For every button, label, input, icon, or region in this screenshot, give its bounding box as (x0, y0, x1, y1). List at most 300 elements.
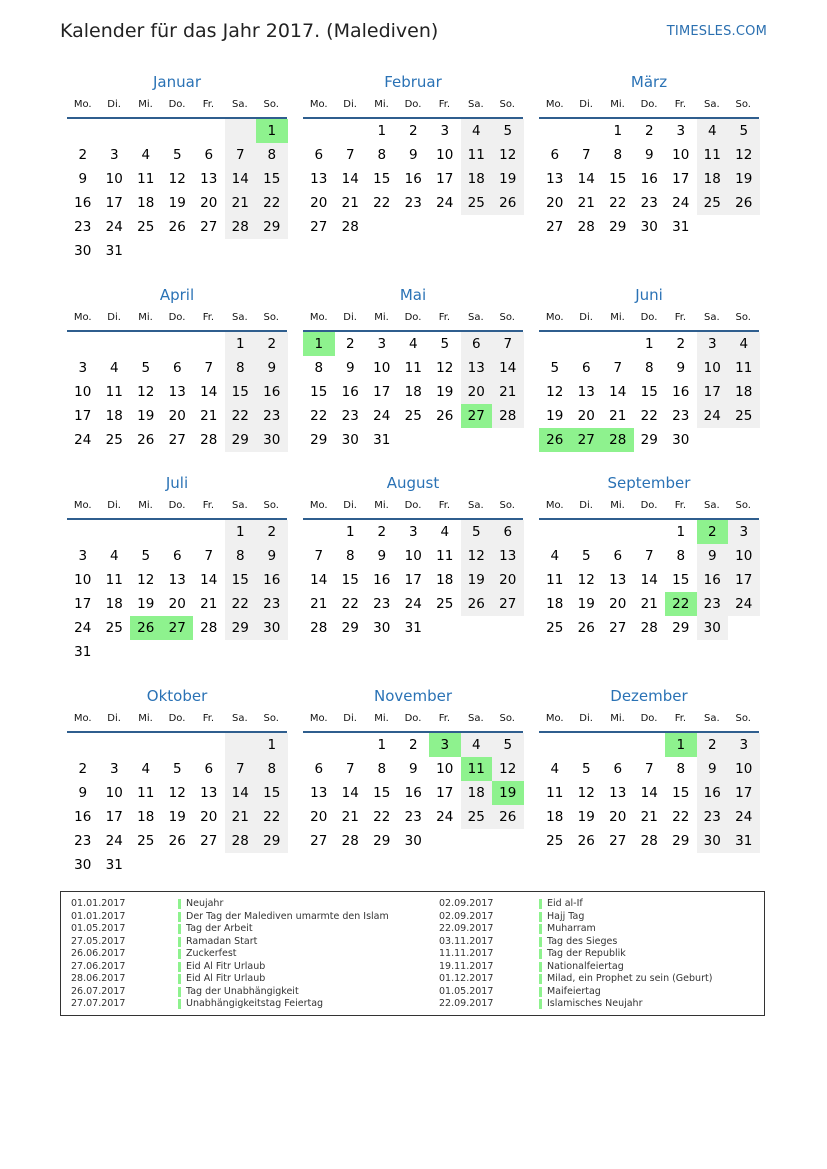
empty-cell (99, 520, 131, 544)
day-cell: 19 (436, 384, 454, 400)
day-cell: 9 (697, 757, 729, 781)
day-cell: 7 (581, 147, 591, 163)
day-cell: 2 (256, 520, 288, 544)
day-cell: 27 (200, 833, 218, 849)
day-grid (303, 332, 523, 452)
day-cell: 15 (609, 171, 627, 187)
day-grid (539, 332, 759, 452)
day-cell: 11 (436, 548, 454, 564)
weekday-label: Do. (168, 99, 186, 110)
day-cell: 5 (581, 761, 591, 777)
day-cell: 16 (404, 171, 422, 187)
day-cell: 3 (728, 520, 760, 544)
day-cell: 28 (225, 829, 257, 853)
weekday-label: Di. (343, 500, 357, 511)
day-cell: 18 (137, 195, 155, 211)
day-cell: 2 (697, 733, 729, 757)
day-cell: 2 (78, 147, 88, 163)
day-cell: 4 (440, 524, 450, 540)
weekday-label: Mi. (374, 99, 389, 110)
day-cell: 22 (310, 408, 328, 424)
day-cell: 5 (492, 119, 524, 143)
legend-holiday-name: Muharram (547, 923, 596, 934)
weekday-label: So. (499, 500, 515, 511)
day-cell: 30 (74, 857, 92, 873)
day-cell: 27 (200, 219, 218, 235)
day-cell: 10 (404, 548, 422, 564)
day-cell: 6 (204, 761, 214, 777)
legend-date: 22.09.2017 (439, 998, 494, 1009)
day-cell: 21 (341, 809, 359, 825)
legend-holiday-name: Der Tag der Malediven umarmte den Islam (186, 910, 389, 922)
holiday-day-cell: 11 (461, 757, 493, 781)
day-cell: 25 (546, 833, 564, 849)
day-cell: 22 (640, 408, 658, 424)
day-cell: 14 (492, 356, 524, 380)
day-cell: 23 (404, 195, 422, 211)
day-cell: 3 (728, 733, 760, 757)
site-link[interactable]: TIMESLES.COM (666, 24, 767, 39)
weekday-label: Di. (579, 312, 593, 323)
day-cell: 24 (74, 432, 92, 448)
weekday-label: Do. (640, 500, 658, 511)
holiday-marker (178, 899, 181, 909)
day-cell: 23 (672, 408, 690, 424)
empty-cell (335, 119, 367, 143)
weekday-header (539, 711, 759, 731)
holiday-marker (539, 912, 542, 922)
day-cell: 19 (577, 596, 595, 612)
empty-cell (602, 332, 634, 356)
day-grid (303, 733, 523, 853)
day-cell: 10 (105, 171, 123, 187)
day-cell: 8 (613, 147, 623, 163)
legend-date: 26.07.2017 (71, 985, 126, 997)
day-cell: 25 (105, 620, 123, 636)
weekday-label: Sa. (703, 500, 720, 511)
empty-cell (67, 332, 99, 356)
empty-cell (162, 119, 194, 143)
day-cell: 20 (546, 195, 564, 211)
legend-date: 01.01.2017 (71, 898, 126, 909)
day-cell: 19 (168, 809, 186, 825)
weekday-label: Do. (168, 312, 186, 323)
legend-holiday-name: Tag der Unabhängigkeit (186, 985, 299, 997)
day-grid (303, 119, 523, 239)
day-cell: 17 (105, 195, 123, 211)
day-cell: 5 (172, 761, 182, 777)
day-cell: 14 (341, 785, 359, 801)
weekday-label: Mi. (610, 713, 625, 724)
weekday-label: Mo. (545, 99, 564, 110)
day-cell: 30 (341, 432, 359, 448)
day-cell: 21 (640, 596, 658, 612)
day-cell: 20 (310, 195, 328, 211)
weekday-label: Fr. (202, 713, 215, 724)
weekday-label: Mi. (374, 713, 389, 724)
day-cell: 8 (225, 356, 257, 380)
day-cell: 3 (676, 123, 686, 139)
holiday-day-cell: 1 (665, 733, 697, 757)
day-cell: 24 (373, 408, 391, 424)
day-cell: 17 (373, 384, 391, 400)
day-cell: 18 (461, 781, 493, 805)
day-cell: 1 (225, 332, 257, 356)
holiday-day-cell: 27 (461, 404, 493, 428)
weekday-label: Fr. (674, 99, 687, 110)
holiday-marker (178, 912, 181, 922)
day-cell: 9 (345, 360, 355, 376)
holiday-legend (60, 891, 765, 1016)
day-cell: 16 (640, 171, 658, 187)
holiday-day-cell: 2 (697, 520, 729, 544)
weekday-label: Mi. (610, 500, 625, 511)
day-cell: 10 (74, 572, 92, 588)
day-cell: 16 (256, 380, 288, 404)
legend-date: 03.11.2017 (439, 935, 494, 947)
holiday-marker (178, 937, 181, 947)
weekday-label: Do. (404, 500, 422, 511)
weekday-label: Mi. (138, 99, 153, 110)
day-cell: 16 (256, 568, 288, 592)
holiday-day-cell: 1 (256, 119, 288, 143)
day-cell: 20 (168, 408, 186, 424)
empty-cell (225, 733, 257, 757)
month-block (539, 473, 759, 640)
day-cell: 10 (373, 360, 391, 376)
day-cell: 28 (200, 432, 218, 448)
day-cell: 29 (640, 432, 658, 448)
day-cell: 7 (225, 757, 257, 781)
day-cell: 18 (137, 809, 155, 825)
day-cell: 5 (440, 336, 450, 352)
weekday-label: Sa. (703, 312, 720, 323)
holiday-marker (539, 987, 542, 997)
day-cell: 30 (256, 428, 288, 452)
day-cell: 20 (200, 195, 218, 211)
day-cell: 18 (105, 408, 123, 424)
day-cell: 17 (697, 380, 729, 404)
weekday-label: Mo. (545, 713, 564, 724)
holiday-day-cell: 27 (571, 428, 603, 452)
holiday-day-cell: 26 (130, 616, 162, 640)
day-cell: 9 (697, 544, 729, 568)
weekday-label: Sa. (231, 99, 248, 110)
legend-date: 01.05.2017 (71, 923, 126, 934)
day-cell: 16 (74, 809, 92, 825)
legend-holiday-name: Tag der Republik (547, 948, 626, 959)
day-cell: 22 (373, 195, 391, 211)
day-cell: 31 (728, 829, 760, 853)
day-cell: 10 (436, 761, 454, 777)
day-cell: 10 (728, 757, 760, 781)
day-cell: 9 (78, 171, 88, 187)
day-cell: 17 (404, 572, 422, 588)
day-cell: 21 (225, 805, 257, 829)
day-cell: 3 (78, 360, 88, 376)
empty-cell (99, 733, 131, 757)
day-cell: 26 (168, 219, 186, 235)
empty-cell (193, 733, 225, 757)
month-block (67, 686, 287, 877)
day-cell: 27 (546, 219, 564, 235)
weekday-label: Mo. (73, 312, 92, 323)
month-title: Oktober (146, 687, 208, 705)
day-cell: 3 (408, 524, 418, 540)
day-cell: 31 (404, 620, 422, 636)
day-grid (67, 733, 287, 877)
weekday-label: Do. (640, 312, 658, 323)
day-grid (539, 119, 759, 239)
day-cell: 15 (640, 384, 658, 400)
day-cell: 17 (74, 408, 92, 424)
day-cell: 22 (225, 592, 257, 616)
day-cell: 25 (697, 191, 729, 215)
day-cell: 30 (74, 243, 92, 259)
holiday-marker (539, 924, 542, 934)
month-title: März (630, 73, 668, 91)
empty-cell (99, 332, 131, 356)
day-cell: 28 (492, 404, 524, 428)
day-cell: 4 (697, 119, 729, 143)
empty-cell (67, 520, 99, 544)
day-cell: 20 (461, 380, 493, 404)
day-cell: 1 (225, 520, 257, 544)
day-cell: 20 (492, 568, 524, 592)
weekday-label: Mo. (545, 500, 564, 511)
day-cell: 20 (577, 408, 595, 424)
day-cell: 19 (577, 809, 595, 825)
day-cell: 18 (697, 167, 729, 191)
weekday-label: Di. (107, 500, 121, 511)
legend-holiday-name: Unabhängigkeitstag Feiertag (186, 998, 324, 1009)
day-cell: 10 (105, 785, 123, 801)
legend-date: 27.05.2017 (71, 935, 126, 947)
day-cell: 24 (404, 596, 422, 612)
day-cell: 14 (640, 572, 658, 588)
day-cell: 5 (581, 548, 591, 564)
day-cell: 11 (137, 785, 155, 801)
day-cell: 15 (672, 785, 690, 801)
holiday-marker (539, 937, 542, 947)
weekday-label: Sa. (467, 99, 484, 110)
weekday-header (539, 498, 759, 518)
month-block (303, 285, 523, 452)
day-cell: 8 (377, 147, 387, 163)
empty-cell (162, 733, 194, 757)
weekday-label: Fr. (674, 312, 687, 323)
weekday-label: Do. (404, 713, 422, 724)
day-grid (67, 332, 287, 452)
day-cell: 21 (200, 596, 218, 612)
day-cell: 31 (672, 219, 690, 235)
weekday-label: Di. (343, 713, 357, 724)
legend-holiday-name: Neujahr (186, 898, 224, 909)
legend-date: 01.12.2017 (439, 973, 494, 984)
weekday-label: Mo. (545, 312, 564, 323)
day-cell: 18 (546, 809, 564, 825)
day-cell: 23 (373, 596, 391, 612)
legend-date: 02.09.2017 (439, 910, 494, 922)
day-grid (539, 520, 759, 640)
day-cell: 31 (373, 432, 391, 448)
month-block (539, 686, 759, 853)
day-cell: 29 (672, 833, 690, 849)
day-cell: 12 (492, 757, 524, 781)
day-grid (67, 119, 287, 263)
day-cell: 21 (341, 195, 359, 211)
day-cell: 21 (200, 408, 218, 424)
day-cell: 26 (168, 833, 186, 849)
month-block (303, 473, 523, 640)
day-cell: 26 (436, 408, 454, 424)
day-cell: 26 (461, 592, 493, 616)
holiday-marker (178, 924, 181, 934)
day-cell: 15 (225, 568, 257, 592)
day-cell: 11 (697, 143, 729, 167)
day-cell: 24 (672, 195, 690, 211)
day-cell: 4 (109, 548, 119, 564)
weekday-header (303, 498, 523, 518)
day-cell: 6 (461, 332, 493, 356)
day-cell: 1 (676, 524, 686, 540)
day-cell: 14 (640, 785, 658, 801)
weekday-label: Di. (579, 713, 593, 724)
holiday-marker (539, 899, 542, 909)
weekday-label: Sa. (467, 312, 484, 323)
day-cell: 30 (404, 833, 422, 849)
day-cell: 27 (168, 432, 186, 448)
day-cell: 22 (225, 404, 257, 428)
day-cell: 11 (728, 356, 760, 380)
holiday-day-cell: 26 (539, 428, 571, 452)
month-block (539, 285, 759, 452)
day-cell: 15 (256, 781, 288, 805)
day-cell: 28 (341, 833, 359, 849)
day-cell: 30 (672, 432, 690, 448)
day-cell: 29 (256, 829, 288, 853)
day-cell: 22 (256, 805, 288, 829)
day-cell: 3 (109, 147, 119, 163)
day-cell: 14 (310, 572, 328, 588)
day-cell: 13 (609, 785, 627, 801)
legend-date: 22.09.2017 (439, 923, 494, 934)
weekday-label: So. (499, 713, 515, 724)
day-cell: 7 (492, 332, 524, 356)
month-title: Juni (635, 286, 663, 304)
legend-holiday-name: Hajj Tag (547, 910, 585, 922)
day-cell: 17 (105, 809, 123, 825)
day-grid (303, 520, 523, 640)
legend-holiday-name: Eid al-If (547, 898, 583, 909)
weekday-label: So. (263, 99, 279, 110)
day-cell: 30 (256, 616, 288, 640)
day-cell: 26 (492, 805, 524, 829)
weekday-header (539, 97, 759, 117)
day-cell: 23 (256, 404, 288, 428)
day-grid (67, 520, 287, 664)
day-cell: 12 (546, 384, 564, 400)
empty-cell (130, 332, 162, 356)
day-cell: 16 (697, 781, 729, 805)
weekday-label: Mo. (309, 99, 328, 110)
day-cell: 1 (256, 733, 288, 757)
empty-cell (634, 520, 666, 544)
day-cell: 2 (256, 332, 288, 356)
day-cell: 25 (105, 432, 123, 448)
day-cell: 31 (105, 243, 123, 259)
weekday-label: Sa. (231, 713, 248, 724)
day-cell: 8 (377, 761, 387, 777)
day-cell: 15 (256, 167, 288, 191)
day-cell: 4 (408, 336, 418, 352)
day-cell: 26 (577, 833, 595, 849)
holiday-day-cell: 27 (162, 616, 194, 640)
day-cell: 11 (546, 572, 564, 588)
page-title: Kalender für das Jahr 2017. (Malediven) (60, 20, 439, 42)
weekday-header (539, 310, 759, 330)
empty-cell (539, 520, 571, 544)
legend-date: 01.05.2017 (439, 985, 494, 997)
weekday-label: Sa. (231, 500, 248, 511)
day-cell: 12 (577, 785, 595, 801)
day-cell: 20 (310, 809, 328, 825)
day-cell: 6 (172, 360, 182, 376)
legend-date: 28.06.2017 (71, 973, 126, 984)
day-cell: 11 (137, 171, 155, 187)
day-cell: 21 (577, 195, 595, 211)
day-cell: 3 (78, 548, 88, 564)
day-cell: 6 (314, 147, 324, 163)
day-cell: 17 (728, 781, 760, 805)
day-cell: 4 (141, 761, 151, 777)
day-cell: 12 (436, 360, 454, 376)
day-cell: 2 (345, 336, 355, 352)
weekday-label: Do. (640, 713, 658, 724)
legend-date: 19.11.2017 (439, 960, 494, 972)
day-cell: 19 (728, 167, 760, 191)
day-cell: 16 (697, 568, 729, 592)
day-cell: 14 (225, 167, 257, 191)
day-cell: 5 (492, 733, 524, 757)
day-cell: 7 (345, 761, 355, 777)
day-cell: 9 (78, 785, 88, 801)
empty-cell (335, 733, 367, 757)
day-cell: 24 (105, 833, 123, 849)
weekday-label: Do. (404, 312, 422, 323)
weekday-label: Mi. (138, 312, 153, 323)
day-cell: 27 (310, 219, 328, 235)
weekday-label: So. (499, 99, 515, 110)
empty-cell (303, 733, 335, 757)
day-cell: 25 (436, 596, 454, 612)
weekday-label: So. (735, 713, 751, 724)
day-cell: 13 (546, 171, 564, 187)
day-cell: 2 (377, 524, 387, 540)
weekday-label: Mi. (138, 713, 153, 724)
empty-cell (99, 119, 131, 143)
weekday-label: So. (735, 99, 751, 110)
empty-cell (162, 332, 194, 356)
holiday-day-cell: 3 (429, 733, 461, 757)
day-cell: 27 (492, 592, 524, 616)
day-cell: 23 (404, 809, 422, 825)
empty-cell (162, 520, 194, 544)
day-cell: 13 (200, 171, 218, 187)
day-cell: 14 (341, 171, 359, 187)
day-cell: 9 (408, 147, 418, 163)
weekday-label: Di. (579, 500, 593, 511)
